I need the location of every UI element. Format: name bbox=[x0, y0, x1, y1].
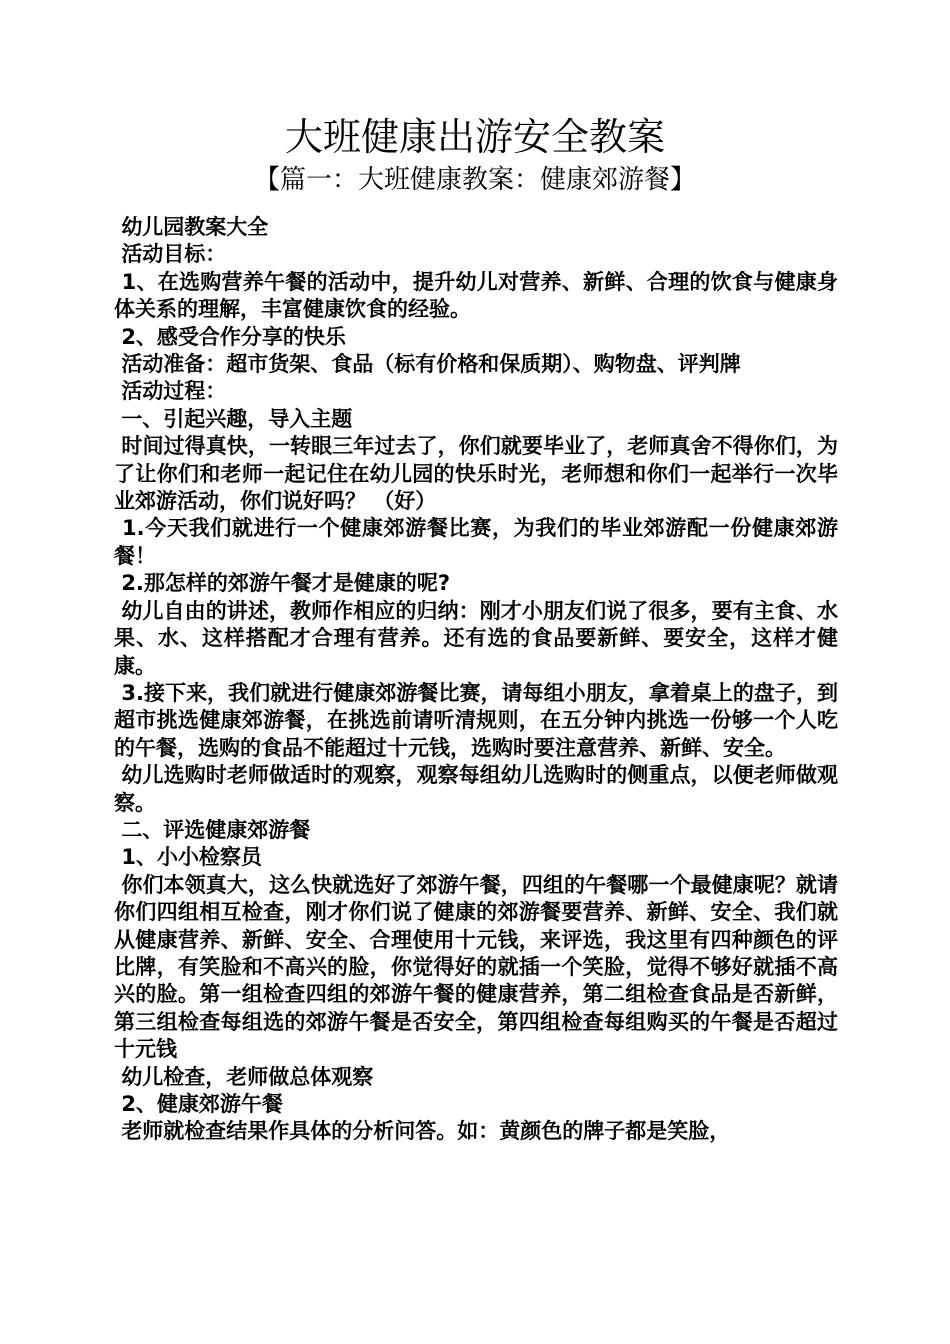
document-subtitle: 【篇一：大班健康教案：健康郊游餐】 bbox=[253, 165, 696, 195]
paragraph: 1、小小检察员 bbox=[114, 845, 262, 870]
document-title: 大班健康出游安全教案 bbox=[284, 115, 665, 159]
paragraph: 时间过得真快，一转眼三年过去了，你们就要毕业了，老师真舍不得你们，为了让你们和老师一起记住在幼儿园的快乐时光，老师想和你们一起举行一次毕业郊游活动，你们说好吗？ （好） bbox=[114, 434, 838, 514]
paragraph: 老师就检查结果作具体的分析问答。如：黄颜色的牌子都是笑脸， bbox=[114, 1119, 731, 1144]
paragraph: 1.今天我们就进行一个健康郊游餐比赛，为我们的毕业郊游配一份健康郊游餐！ bbox=[114, 516, 838, 568]
paragraph: 1、在选购营养午餐的活动中，提升幼儿对营养、新鲜、合理的饮食与健康身体关系的理解，丰富健康饮食的经验。 bbox=[114, 269, 838, 322]
paragraph: 2.那怎样的郊游午餐才是健康的呢? bbox=[114, 571, 451, 596]
paragraph: 2、健康郊游午餐 bbox=[114, 1092, 283, 1116]
paragraph: 活动准备：超市货架、食品（标有价格和保质期）、购物盘、评判牌 bbox=[114, 352, 741, 377]
paragraph: 2、感受合作分享的快乐 bbox=[114, 324, 346, 349]
document-body bbox=[114, 214, 838, 1146]
paragraph: 二、评选健康郊游餐 bbox=[114, 817, 311, 842]
paragraph: 活动过程： bbox=[114, 379, 227, 404]
paragraph: 一、引起兴趣，导入主题 bbox=[114, 406, 353, 431]
paragraph: 幼儿自由的讲述，教师作相应的归纳：刚才小朋友们说了很多，要有主食、水果、水、这样搭配才合理有营养。还有选的食品要新鲜、要安全，这样才健康。 bbox=[114, 598, 838, 678]
paragraph: 3.接下来，我们就进行健康郊游餐比赛，请每组小朋友，拿着桌上的盘子，到超市挑选健康郊游餐，在挑选前请听清规则，在五分钟内挑选一份够一个人吃的午餐，选购的食品不能超过十元钱，选购时要注意营养、新鲜、安全。 bbox=[114, 680, 838, 760]
paragraph: 幼儿检查，老师做总体观察 bbox=[114, 1064, 374, 1089]
paragraph: 幼儿选购时老师做适时的观察，观察每组幼儿选购时的侧重点，以便老师做观察。 bbox=[114, 763, 838, 815]
paragraph: 你们本领真大，这么快就选好了郊游午餐，四组的午餐哪一个最健康呢？就请你们四组相互检查，刚才你们说了健康的郊游餐要营养、新鲜、安全、我们就从健康营养、新鲜、安全、合理使用十元钱，来评选，我这里有四种颜色的评比牌，有笑脸和不高兴的脸，你觉得好的就插一个笑脸，觉得不够好就插不高兴的脸。第一组检查四组的郊游午餐的健康营养，第二组检查食品是否新鲜，第三组检查每组选的郊游午餐是否安全，第四组检查每组购买的午餐是否超过十元钱 bbox=[114, 872, 838, 1062]
paragraph: 活动目标： bbox=[114, 242, 227, 267]
paragraph: 幼儿园教案大全 bbox=[114, 215, 269, 239]
